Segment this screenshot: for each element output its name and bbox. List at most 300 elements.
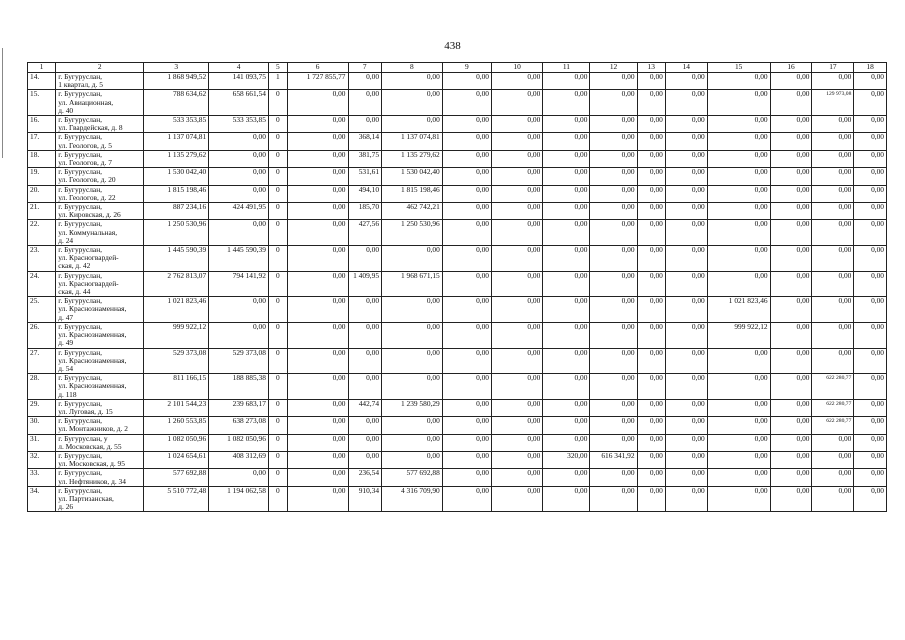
row-index: 15. — [28, 90, 56, 116]
value-cell: 0,00 — [812, 322, 854, 348]
value-cell: 0,00 — [770, 417, 812, 434]
value-cell: 0,00 — [543, 150, 590, 167]
value-cell: 1 024 654,61 — [144, 451, 209, 468]
value-cell: 0,00 — [492, 73, 543, 90]
value-cell: 0,00 — [770, 116, 812, 133]
data-table — [27, 62, 887, 512]
value-cell: 0,00 — [854, 116, 887, 133]
value-cell: 0,00 — [382, 322, 443, 348]
value-cell: 0,00 — [382, 451, 443, 468]
row-index: 27. — [28, 348, 56, 374]
value-cell: 0 — [268, 374, 287, 400]
value-cell: 0,00 — [637, 90, 665, 116]
value-cell: 658 661,54 — [209, 90, 269, 116]
address-cell: г. Бугуруслан, ул. Геологов, д. 7 — [56, 150, 144, 167]
column-number: 14 — [665, 63, 707, 73]
value-cell: 0,00 — [492, 374, 543, 400]
value-cell: 0,00 — [209, 150, 269, 167]
value-cell: 0,00 — [287, 203, 348, 220]
value-cell: 0,00 — [442, 486, 491, 512]
value-cell: 0,00 — [707, 185, 770, 202]
value-cell: 0,00 — [770, 73, 812, 90]
value-cell: 1 239 580,29 — [382, 399, 443, 416]
value-cell: 0 — [268, 469, 287, 486]
value-cell: 0,00 — [590, 399, 637, 416]
address-cell: г. Бугуруслан, ул. Краснознаменная, д. 54 — [56, 348, 144, 374]
value-cell: 0,00 — [543, 203, 590, 220]
column-number: 2 — [56, 63, 144, 73]
value-cell: 0,00 — [209, 220, 269, 246]
value-cell: 0,00 — [637, 486, 665, 512]
table-row — [28, 150, 887, 167]
value-cell: 0 — [268, 133, 287, 150]
value-cell: 2 101 544,23 — [144, 399, 209, 416]
value-cell: 0,00 — [543, 133, 590, 150]
value-cell: 0,00 — [665, 185, 707, 202]
value-cell: 577 692,88 — [382, 469, 443, 486]
value-cell: 1 815 198,46 — [382, 185, 443, 202]
value-cell: 0,00 — [543, 73, 590, 90]
value-cell: 1 137 074,81 — [382, 133, 443, 150]
value-cell: 442,74 — [348, 399, 382, 416]
address-cell: г. Бугуруслан, ул. Красногвардей- ская, д. 44 — [56, 271, 144, 297]
value-cell: 0,00 — [665, 133, 707, 150]
value-cell: 0,00 — [382, 374, 443, 400]
table-row — [28, 374, 887, 400]
value-cell: 0,00 — [543, 486, 590, 512]
value-cell: 910,34 — [348, 486, 382, 512]
address-cell: г. Бугуруслан, ул. Геологов, д. 22 — [56, 185, 144, 202]
column-number: 1 — [28, 63, 56, 73]
value-cell: 0,00 — [590, 374, 637, 400]
value-cell: 0,00 — [590, 246, 637, 272]
value-cell: 0,00 — [382, 116, 443, 133]
value-cell: 0 — [268, 246, 287, 272]
value-cell: 529 373,08 — [209, 348, 269, 374]
value-cell: 0,00 — [382, 73, 443, 90]
address-cell: г. Бугуруслан, ул. Авиационная, д. 40 — [56, 90, 144, 116]
value-cell: 0,00 — [854, 486, 887, 512]
binding-mark — [2, 48, 3, 158]
value-cell: 1 250 530,96 — [144, 220, 209, 246]
value-cell: 622 280,77 — [812, 374, 854, 400]
column-number: 18 — [854, 63, 887, 73]
value-cell: 0,00 — [854, 168, 887, 185]
value-cell: 0,00 — [492, 203, 543, 220]
value-cell: 0 — [268, 90, 287, 116]
value-cell: 0,00 — [590, 185, 637, 202]
value-cell: 999 922,12 — [707, 322, 770, 348]
value-cell: 0,00 — [770, 271, 812, 297]
value-cell: 0,00 — [492, 150, 543, 167]
value-cell: 2 762 813,07 — [144, 271, 209, 297]
value-cell: 0,00 — [442, 417, 491, 434]
value-cell: 5 510 772,48 — [144, 486, 209, 512]
value-cell: 0,00 — [209, 168, 269, 185]
value-cell: 0,00 — [854, 417, 887, 434]
table-row — [28, 322, 887, 348]
value-cell: 0,00 — [854, 297, 887, 323]
value-cell: 424 491,95 — [209, 203, 269, 220]
table-row — [28, 90, 887, 116]
column-number: 17 — [812, 63, 854, 73]
row-index: 34. — [28, 486, 56, 512]
address-cell: г. Бугуруслан, ул. Краснознаменная, д. 47 — [56, 297, 144, 323]
value-cell: 141 093,75 — [209, 73, 269, 90]
row-index: 25. — [28, 297, 56, 323]
value-cell: 0,00 — [707, 220, 770, 246]
value-cell: 0,00 — [287, 90, 348, 116]
value-cell: 0 — [268, 297, 287, 323]
page-number: 438 — [444, 40, 461, 52]
value-cell: 0,00 — [812, 220, 854, 246]
value-cell: 0,00 — [665, 116, 707, 133]
value-cell: 0 — [268, 271, 287, 297]
value-cell: 0,00 — [770, 348, 812, 374]
value-cell: 0,00 — [770, 399, 812, 416]
value-cell: 0 — [268, 417, 287, 434]
value-cell: 1 815 198,46 — [144, 185, 209, 202]
value-cell: 0,00 — [707, 451, 770, 468]
table-row — [28, 168, 887, 185]
value-cell: 0,00 — [382, 348, 443, 374]
column-number: 10 — [492, 63, 543, 73]
column-number: 7 — [348, 63, 382, 73]
address-cell: г. Бугуруслан, ул. Коммунальная, д. 24 — [56, 220, 144, 246]
value-cell: 533 353,85 — [144, 116, 209, 133]
value-cell: 0,00 — [770, 203, 812, 220]
row-index: 26. — [28, 322, 56, 348]
value-cell: 0 — [268, 150, 287, 167]
value-cell: 0,00 — [854, 451, 887, 468]
value-cell: 0,00 — [543, 297, 590, 323]
value-cell: 0,00 — [492, 90, 543, 116]
value-cell: 0,00 — [287, 116, 348, 133]
value-cell: 1 409,95 — [348, 271, 382, 297]
address-cell: г. Бугуруслан, ул. Московская, д. 95 — [56, 451, 144, 468]
value-cell: 0,00 — [854, 374, 887, 400]
value-cell: 0,00 — [770, 469, 812, 486]
row-index: 19. — [28, 168, 56, 185]
value-cell: 0,00 — [543, 469, 590, 486]
value-cell: 0,00 — [348, 297, 382, 323]
value-cell: 0,00 — [770, 168, 812, 185]
value-cell: 0,00 — [854, 203, 887, 220]
value-cell: 0,00 — [637, 168, 665, 185]
value-cell: 0,00 — [637, 322, 665, 348]
value-cell: 0,00 — [590, 133, 637, 150]
table-row — [28, 417, 887, 434]
value-cell: 0,00 — [287, 348, 348, 374]
value-cell: 0,00 — [543, 434, 590, 451]
table-row — [28, 486, 887, 512]
value-cell: 0,00 — [812, 469, 854, 486]
value-cell: 0,00 — [287, 417, 348, 434]
value-cell: 0,00 — [382, 434, 443, 451]
value-cell: 788 634,62 — [144, 90, 209, 116]
value-cell: 0,00 — [812, 246, 854, 272]
column-number: 12 — [590, 63, 637, 73]
value-cell: 0,00 — [348, 322, 382, 348]
value-cell: 0,00 — [707, 168, 770, 185]
row-index: 30. — [28, 417, 56, 434]
value-cell: 0,00 — [287, 434, 348, 451]
column-number: 15 — [707, 63, 770, 73]
value-cell: 0,00 — [590, 417, 637, 434]
value-cell: 0 — [268, 348, 287, 374]
row-index: 22. — [28, 220, 56, 246]
row-index: 14. — [28, 73, 56, 90]
value-cell: 0,00 — [854, 348, 887, 374]
row-index: 24. — [28, 271, 56, 297]
value-cell: 0,00 — [665, 246, 707, 272]
value-cell: 0,00 — [543, 168, 590, 185]
value-cell: 0,00 — [442, 203, 491, 220]
value-cell: 0,00 — [590, 297, 637, 323]
row-index: 31. — [28, 434, 56, 451]
row-index: 21. — [28, 203, 56, 220]
value-cell: 0,00 — [543, 348, 590, 374]
value-cell: 0,00 — [770, 133, 812, 150]
address-cell: г. Бугуруслан, ул. Монтажников, д. 2 — [56, 417, 144, 434]
value-cell: 0,00 — [209, 133, 269, 150]
value-cell: 1 250 530,96 — [382, 220, 443, 246]
value-cell: 0 — [268, 185, 287, 202]
value-cell: 0,00 — [812, 73, 854, 90]
value-cell: 0,00 — [637, 116, 665, 133]
row-index: 23. — [28, 246, 56, 272]
value-cell: 0,00 — [637, 348, 665, 374]
value-cell: 320,00 — [543, 451, 590, 468]
value-cell: 1 021 823,46 — [144, 297, 209, 323]
value-cell: 811 166,15 — [144, 374, 209, 400]
value-cell: 0,00 — [348, 434, 382, 451]
value-cell: 0,00 — [492, 348, 543, 374]
value-cell: 622 280,77 — [812, 399, 854, 416]
value-cell: 0,00 — [492, 469, 543, 486]
value-cell: 0,00 — [382, 297, 443, 323]
value-cell: 0,00 — [707, 271, 770, 297]
value-cell: 0,00 — [590, 73, 637, 90]
value-cell: 0,00 — [442, 451, 491, 468]
value-cell: 0,00 — [707, 150, 770, 167]
value-cell: 0,00 — [492, 434, 543, 451]
value-cell: 0,00 — [442, 133, 491, 150]
table-row — [28, 185, 887, 202]
value-cell: 0,00 — [637, 203, 665, 220]
table-row — [28, 203, 887, 220]
value-cell: 0,00 — [590, 322, 637, 348]
value-cell: 0,00 — [543, 417, 590, 434]
value-cell: 0,00 — [492, 246, 543, 272]
value-cell: 0,00 — [707, 203, 770, 220]
value-cell: 0,00 — [707, 486, 770, 512]
row-index: 32. — [28, 451, 56, 468]
value-cell: 0,00 — [590, 469, 637, 486]
address-cell: г. Бугуруслан, ул. Партизанская, д. 26 — [56, 486, 144, 512]
value-cell: 381,75 — [348, 150, 382, 167]
value-cell: 0,00 — [707, 399, 770, 416]
value-cell: 494,10 — [348, 185, 382, 202]
value-cell: 0,00 — [209, 322, 269, 348]
value-cell: 0,00 — [854, 271, 887, 297]
value-cell: 0,00 — [543, 90, 590, 116]
value-cell: 0,00 — [382, 417, 443, 434]
row-index: 16. — [28, 116, 56, 133]
row-index: 29. — [28, 399, 56, 416]
address-cell: г. Бугуруслан, ул. Краснознаменная, д. 49 — [56, 322, 144, 348]
value-cell: 0,00 — [637, 297, 665, 323]
value-cell: 0,00 — [707, 90, 770, 116]
table-row — [28, 297, 887, 323]
value-cell: 0,00 — [442, 246, 491, 272]
value-cell: 0,00 — [707, 417, 770, 434]
value-cell: 0,00 — [348, 348, 382, 374]
row-index: 18. — [28, 150, 56, 167]
value-cell: 0,00 — [287, 399, 348, 416]
value-cell: 0,00 — [854, 150, 887, 167]
value-cell: 0,00 — [209, 185, 269, 202]
value-cell: 0,00 — [637, 469, 665, 486]
address-cell: г. Бугуруслан, ул. Луговая, д. 15 — [56, 399, 144, 416]
value-cell: 0,00 — [854, 133, 887, 150]
row-index: 33. — [28, 469, 56, 486]
column-number: 4 — [209, 63, 269, 73]
value-cell: 0,00 — [209, 297, 269, 323]
value-cell: 0,00 — [770, 246, 812, 272]
value-cell: 0,00 — [707, 374, 770, 400]
value-cell: 0,00 — [590, 220, 637, 246]
value-cell: 0,00 — [287, 246, 348, 272]
value-cell: 0,00 — [812, 297, 854, 323]
value-cell: 0,00 — [770, 434, 812, 451]
value-cell: 0,00 — [348, 73, 382, 90]
table-row — [28, 399, 887, 416]
value-cell: 0,00 — [348, 246, 382, 272]
value-cell: 0,00 — [637, 73, 665, 90]
table-row — [28, 451, 887, 468]
value-cell: 0,00 — [854, 73, 887, 90]
row-index: 28. — [28, 374, 56, 400]
value-cell: 0,00 — [770, 486, 812, 512]
value-cell: 0,00 — [442, 90, 491, 116]
value-cell: 0,00 — [442, 374, 491, 400]
value-cell: 0,00 — [442, 150, 491, 167]
value-cell: 0,00 — [637, 185, 665, 202]
column-number: 8 — [382, 63, 443, 73]
value-cell: 0,00 — [707, 246, 770, 272]
column-number: 9 — [442, 63, 491, 73]
value-cell: 1 082 050,96 — [209, 434, 269, 451]
address-cell: г. Бугуруслан, ул. Красногвардей- ская, д. 42 — [56, 246, 144, 272]
value-cell: 0,00 — [854, 185, 887, 202]
value-cell: 0,00 — [707, 469, 770, 486]
value-cell: 0,00 — [287, 486, 348, 512]
value-cell: 236,54 — [348, 469, 382, 486]
value-cell: 0,00 — [348, 417, 382, 434]
address-cell: г. Бугуруслан, ул. Кировская, д. 26 — [56, 203, 144, 220]
value-cell: 0,00 — [665, 451, 707, 468]
value-cell: 1 530 042,40 — [382, 168, 443, 185]
value-cell: 1 194 062,58 — [209, 486, 269, 512]
table-row — [28, 220, 887, 246]
value-cell: 0,00 — [854, 399, 887, 416]
value-cell: 0,00 — [209, 469, 269, 486]
value-cell: 462 742,21 — [382, 203, 443, 220]
value-cell: 0,00 — [665, 150, 707, 167]
value-cell: 0,00 — [492, 399, 543, 416]
value-cell: 0,00 — [770, 220, 812, 246]
value-cell: 0,00 — [665, 469, 707, 486]
value-cell: 1 968 671,15 — [382, 271, 443, 297]
value-cell: 239 683,17 — [209, 399, 269, 416]
value-cell: 622 280,77 — [812, 417, 854, 434]
table-row — [28, 469, 887, 486]
column-number: 3 — [144, 63, 209, 73]
value-cell: 0,00 — [442, 469, 491, 486]
table-row — [28, 246, 887, 272]
value-cell: 185,70 — [348, 203, 382, 220]
value-cell: 0 — [268, 203, 287, 220]
row-index: 20. — [28, 185, 56, 202]
value-cell: 0,00 — [707, 133, 770, 150]
value-cell: 0,00 — [543, 246, 590, 272]
value-cell: 0,00 — [854, 246, 887, 272]
column-number: 5 — [268, 63, 287, 73]
value-cell: 129 973,08 — [812, 90, 854, 116]
value-cell: 0,00 — [543, 271, 590, 297]
address-cell: г. Бугуруслан, 1 квартал, д. 5 — [56, 73, 144, 90]
value-cell: 0,00 — [707, 348, 770, 374]
value-cell: 1 — [268, 73, 287, 90]
value-cell: 0,00 — [637, 133, 665, 150]
value-cell: 529 373,08 — [144, 348, 209, 374]
value-cell: 0,00 — [812, 185, 854, 202]
value-cell: 0,00 — [590, 486, 637, 512]
value-cell: 0,00 — [442, 73, 491, 90]
value-cell: 0,00 — [637, 451, 665, 468]
value-cell: 0,00 — [492, 486, 543, 512]
value-cell: 0,00 — [287, 133, 348, 150]
value-cell: 0,00 — [348, 374, 382, 400]
value-cell: 0,00 — [665, 374, 707, 400]
value-cell: 0,00 — [442, 116, 491, 133]
value-cell: 0,00 — [492, 451, 543, 468]
value-cell: 0,00 — [348, 451, 382, 468]
value-cell: 0,00 — [492, 133, 543, 150]
value-cell: 1 727 855,77 — [287, 73, 348, 90]
value-cell: 0,00 — [665, 90, 707, 116]
table-row — [28, 348, 887, 374]
value-cell: 0,00 — [637, 150, 665, 167]
value-cell: 1 137 074,81 — [144, 133, 209, 150]
address-cell: г. Бугуруслан, у л. Московская, д. 55 — [56, 434, 144, 451]
value-cell: 0 — [268, 116, 287, 133]
value-cell: 0,00 — [348, 90, 382, 116]
table-row — [28, 116, 887, 133]
value-cell: 1 135 279,62 — [382, 150, 443, 167]
value-cell: 0,00 — [442, 399, 491, 416]
column-number: 6 — [287, 63, 348, 73]
value-cell: 0,00 — [543, 220, 590, 246]
value-cell: 0,00 — [442, 322, 491, 348]
value-cell: 0,00 — [665, 399, 707, 416]
address-cell: г. Бугуруслан, ул. Геологов, д. 5 — [56, 133, 144, 150]
value-cell: 0,00 — [812, 348, 854, 374]
value-cell: 1 445 590,39 — [144, 246, 209, 272]
table-row — [28, 434, 887, 451]
value-cell: 0,00 — [812, 434, 854, 451]
